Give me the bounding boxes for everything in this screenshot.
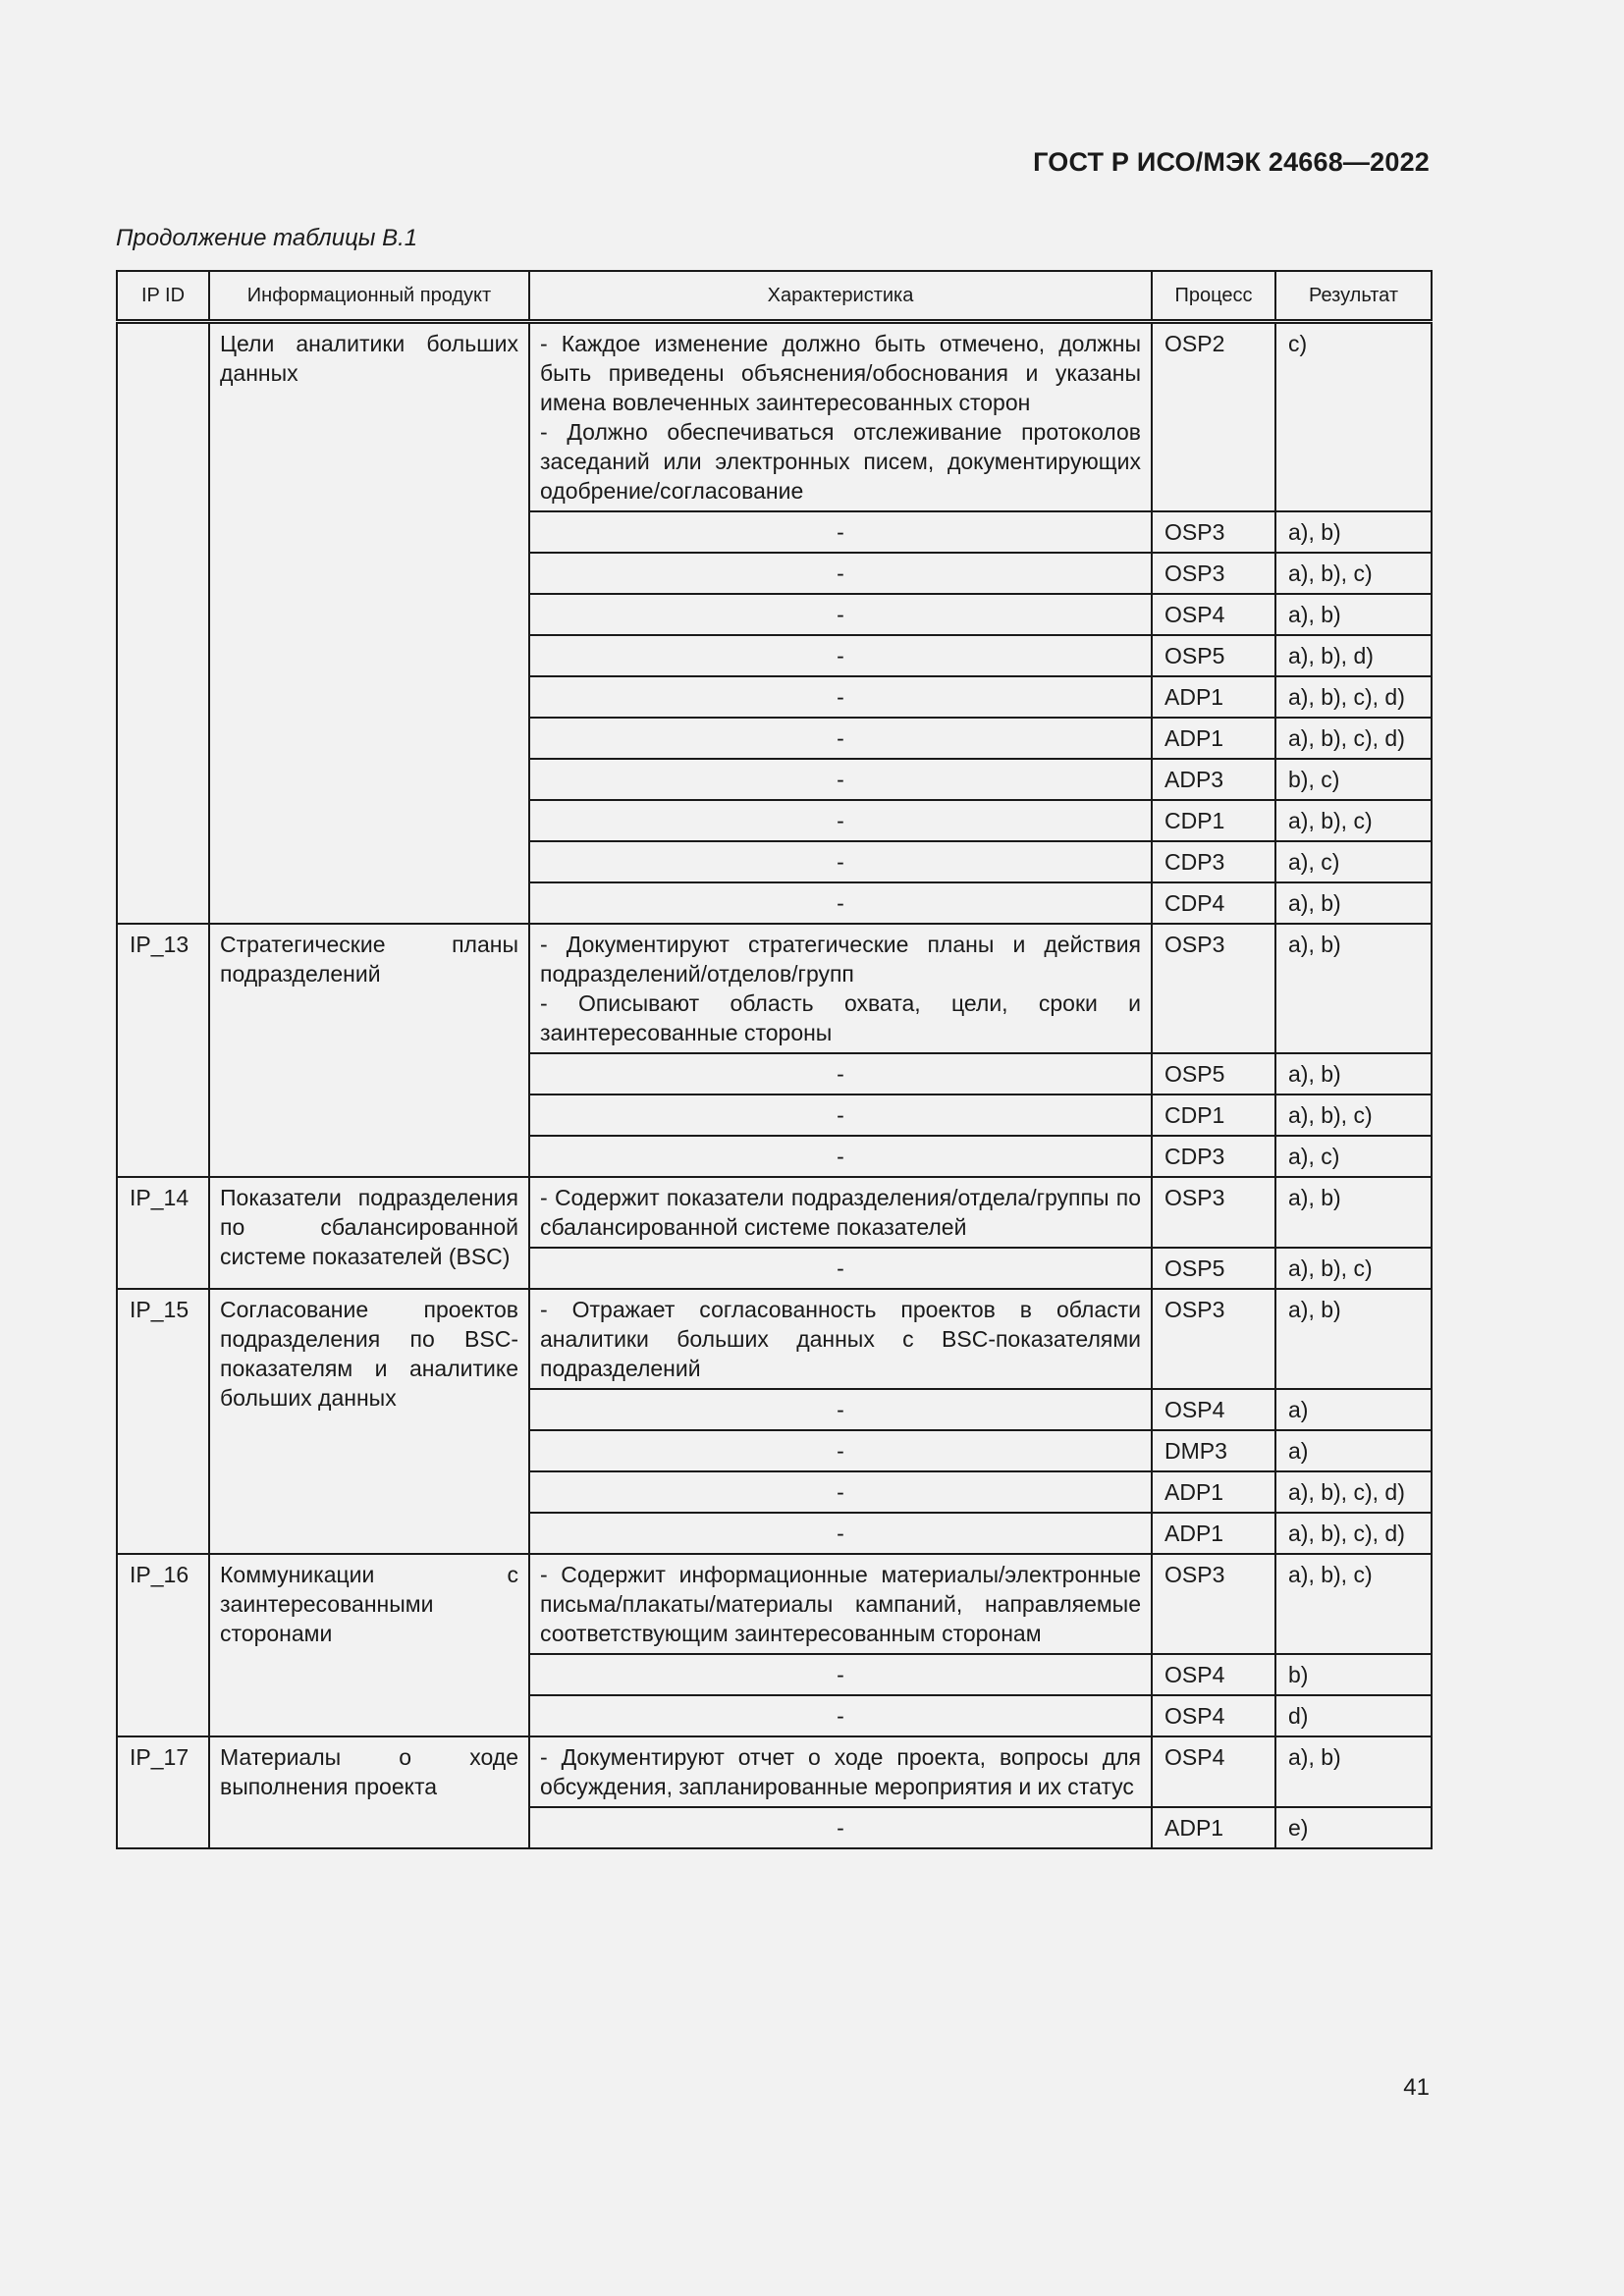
column-header-product: Информационный продукт (209, 271, 529, 322)
cell-characteristic: - (529, 759, 1152, 800)
cell-ip-id: IP_15 (117, 1289, 209, 1554)
cell-characteristic: - (529, 1513, 1152, 1554)
characteristic-line: - Содержит информационные материалы/электронные письма/плакаты/материалы кампаний, направляемые соответствующим заинтересованным сторонам (540, 1562, 1141, 1646)
cell-result: a), c) (1275, 841, 1432, 882)
cell-process: CDP3 (1152, 1136, 1275, 1177)
table-header-row (117, 271, 1432, 322)
cell-result: a), b), c) (1275, 553, 1432, 594)
cell-characteristic: - (529, 676, 1152, 718)
cell-characteristic: - (529, 882, 1152, 924)
cell-process: OSP2 (1152, 322, 1275, 512)
cell-process: CDP4 (1152, 882, 1275, 924)
table-row (117, 1177, 1432, 1248)
cell-process: OSP3 (1152, 924, 1275, 1053)
cell-result: a), b), c) (1275, 800, 1432, 841)
cell-characteristic: - (529, 800, 1152, 841)
cell-process: OSP3 (1152, 1289, 1275, 1389)
cell-result: a), b) (1275, 594, 1432, 635)
cell-characteristic: - (529, 1095, 1152, 1136)
cell-result: a), b), c), d) (1275, 1471, 1432, 1513)
page-number: 41 (1403, 2074, 1430, 2101)
column-header-characteristic: Характеристика (529, 271, 1152, 322)
cell-process: OSP4 (1152, 1654, 1275, 1695)
table-row (117, 1289, 1432, 1389)
table-row (117, 1736, 1432, 1807)
cell-ip-id (117, 322, 209, 925)
cell-characteristic (529, 924, 1152, 1053)
cell-result: d) (1275, 1695, 1432, 1736)
cell-characteristic (529, 1736, 1152, 1807)
column-header-result: Результат (1275, 271, 1432, 322)
cell-ip-id: IP_14 (117, 1177, 209, 1289)
cell-process: OSP3 (1152, 1554, 1275, 1654)
cell-process: OSP4 (1152, 1389, 1275, 1430)
cell-process: OSP4 (1152, 594, 1275, 635)
column-header-id: IP ID (117, 271, 209, 322)
cell-characteristic: - (529, 1695, 1152, 1736)
characteristic-line: - Отражает согласованность проектов в области аналитики больших данных с BSC-показателями подразделений (540, 1297, 1141, 1381)
cell-process: CDP1 (1152, 800, 1275, 841)
cell-process: ADP1 (1152, 1513, 1275, 1554)
cell-process: ADP1 (1152, 1807, 1275, 1848)
cell-characteristic (529, 1554, 1152, 1654)
cell-result: a) (1275, 1430, 1432, 1471)
cell-result: a), b), c), d) (1275, 676, 1432, 718)
cell-characteristic: - (529, 1807, 1152, 1848)
characteristic-line: - Должно обеспечиваться отслеживание протоколов заседаний или электронных писем, документирующих одобрение/согласование (540, 419, 1141, 504)
characteristic-line: - Каждое изменение должно быть отмечено, должны быть приведены объяснения/обоснования и указаны имена вовлеченных заинтересованных сторон (540, 331, 1141, 415)
cell-result: b) (1275, 1654, 1432, 1695)
cell-result: a), b), c) (1275, 1554, 1432, 1654)
table-body (117, 322, 1432, 1849)
cell-characteristic: - (529, 1430, 1152, 1471)
cell-process: OSP3 (1152, 553, 1275, 594)
cell-result: a), b), c), d) (1275, 718, 1432, 759)
cell-process: OSP5 (1152, 635, 1275, 676)
cell-characteristic (529, 1177, 1152, 1248)
characteristic-line: - Описывают область охвата, цели, сроки и заинтересованные стороны (540, 990, 1141, 1045)
cell-result: a), b) (1275, 1736, 1432, 1807)
table-row (117, 322, 1432, 512)
cell-ip-id: IP_13 (117, 924, 209, 1177)
cell-result: a), b) (1275, 882, 1432, 924)
cell-characteristic: - (529, 594, 1152, 635)
cell-result: a), b) (1275, 1053, 1432, 1095)
cell-characteristic: - (529, 1136, 1152, 1177)
cell-info-product: Материалы о ходе выполнения проекта (209, 1736, 529, 1848)
cell-process: CDP1 (1152, 1095, 1275, 1136)
cell-process: ADP3 (1152, 759, 1275, 800)
cell-process: DMP3 (1152, 1430, 1275, 1471)
cell-process: ADP1 (1152, 676, 1275, 718)
cell-characteristic: - (529, 1471, 1152, 1513)
cell-process: OSP4 (1152, 1695, 1275, 1736)
cell-process: ADP1 (1152, 718, 1275, 759)
cell-result: a), b), c), d) (1275, 1513, 1432, 1554)
column-header-process: Процесс (1152, 271, 1275, 322)
cell-result: a), c) (1275, 1136, 1432, 1177)
info-products-table (116, 270, 1433, 1849)
cell-result: b), c) (1275, 759, 1432, 800)
characteristic-line: - Документируют отчет о ходе проекта, вопросы для обсуждения, запланированные мероприятия и их статус (540, 1744, 1141, 1799)
cell-result: a), b) (1275, 924, 1432, 1053)
cell-info-product: Коммуникации с заинтересованными сторонами (209, 1554, 529, 1736)
cell-process: OSP3 (1152, 1177, 1275, 1248)
cell-characteristic: - (529, 553, 1152, 594)
cell-result: c) (1275, 322, 1432, 512)
cell-result: e) (1275, 1807, 1432, 1848)
cell-characteristic: - (529, 1654, 1152, 1695)
cell-process: CDP3 (1152, 841, 1275, 882)
table-row (117, 924, 1432, 1053)
cell-process: ADP1 (1152, 1471, 1275, 1513)
cell-characteristic: - (529, 1053, 1152, 1095)
cell-characteristic: - (529, 718, 1152, 759)
cell-result: a), b), c) (1275, 1248, 1432, 1289)
cell-characteristic: - (529, 841, 1152, 882)
cell-info-product: Согласование проектов подразделения по BSC-показателям и аналитике больших данных (209, 1289, 529, 1554)
table-caption: Продолжение таблицы В.1 (116, 225, 418, 251)
cell-characteristic (529, 322, 1152, 512)
cell-characteristic: - (529, 511, 1152, 553)
cell-info-product: Стратегические планы подразделений (209, 924, 529, 1177)
cell-ip-id: IP_16 (117, 1554, 209, 1736)
cell-process: OSP3 (1152, 511, 1275, 553)
cell-characteristic: - (529, 635, 1152, 676)
cell-process: OSP5 (1152, 1248, 1275, 1289)
table-row (117, 1554, 1432, 1654)
cell-characteristic: - (529, 1389, 1152, 1430)
cell-result: a), b) (1275, 511, 1432, 553)
characteristic-line: - Документируют стратегические планы и действия подразделений/отделов/групп (540, 932, 1141, 987)
cell-result: a), b), c) (1275, 1095, 1432, 1136)
characteristic-line: - Содержит показатели подразделения/отдела/группы по сбалансированной системе показателей (540, 1185, 1141, 1240)
cell-info-product: Цели аналитики больших данных (209, 322, 529, 925)
cell-characteristic (529, 1289, 1152, 1389)
cell-process: OSP4 (1152, 1736, 1275, 1807)
cell-result: a), b) (1275, 1289, 1432, 1389)
cell-result: a), b), d) (1275, 635, 1432, 676)
cell-characteristic: - (529, 1248, 1152, 1289)
document-standard-header: ГОСТ Р ИСО/МЭК 24668—2022 (1033, 147, 1430, 177)
cell-result: a), b) (1275, 1177, 1432, 1248)
cell-result: a) (1275, 1389, 1432, 1430)
cell-ip-id: IP_17 (117, 1736, 209, 1848)
cell-process: OSP5 (1152, 1053, 1275, 1095)
cell-info-product: Показатели подразделения по сбалансированной системе показателей (BSC) (209, 1177, 529, 1289)
